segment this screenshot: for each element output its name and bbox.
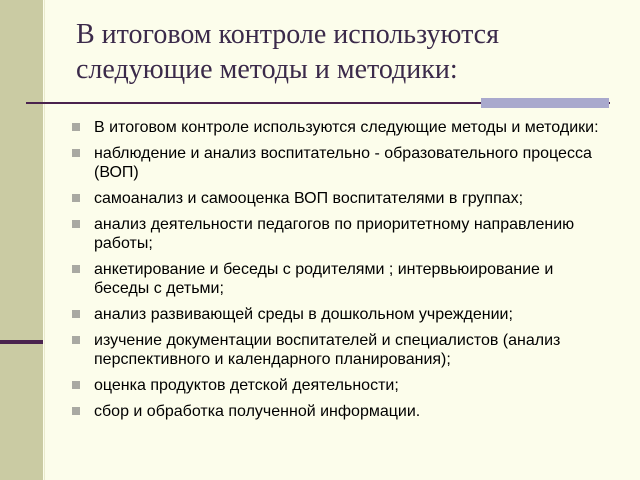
square-bullet-icon (72, 407, 80, 415)
title-divider-accent-bar (481, 98, 609, 108)
bullet-item (72, 376, 612, 395)
square-bullet-icon (72, 194, 80, 202)
bullet-text: изучение документации воспитателей и специалистов (анализ перспективного и календарного планирования); (94, 332, 561, 368)
bullet-text: сбор и обработка полученной информации. (94, 403, 421, 420)
slide-title: В итоговом контроле используются следующие методы и методики: (76, 19, 499, 85)
bullet-text: анализ развивающей среды в дошкольном учреждении; (94, 306, 513, 323)
side-decorative-band (0, 0, 43, 480)
bullet-text: анализ деятельности педагогов по приоритетному направлению работы; (94, 216, 575, 252)
bullet-item (72, 260, 612, 298)
bullet-text: оценка продуктов детской деятельности; (94, 377, 399, 394)
square-bullet-icon (72, 265, 80, 273)
bullet-text: самоанализ и самооценка ВОП воспитателями в группах; (94, 190, 524, 207)
bullet-item (72, 305, 612, 324)
square-bullet-icon (72, 336, 80, 344)
square-bullet-icon (72, 123, 80, 131)
bullet-text: наблюдение и анализ воспитательно - образовательного процесса (ВОП) (94, 145, 592, 181)
bullet-item (72, 402, 612, 421)
side-band-accent (0, 340, 43, 344)
square-bullet-icon (72, 310, 80, 318)
bullet-item (72, 189, 612, 208)
square-bullet-icon (72, 149, 80, 157)
bullet-list (72, 118, 612, 428)
square-bullet-icon (72, 381, 80, 389)
bullet-text: В итоговом контроле используются следующие методы и методики: (94, 119, 599, 136)
side-band-divider (44, 0, 45, 480)
bullet-item (72, 215, 612, 253)
bullet-item (72, 118, 612, 137)
bullet-item (72, 144, 612, 182)
bullet-item (72, 331, 612, 369)
bullet-text: анкетирование и беседы с родителями ; интервьюирование и беседы с детьми; (94, 261, 554, 297)
square-bullet-icon (72, 220, 80, 228)
